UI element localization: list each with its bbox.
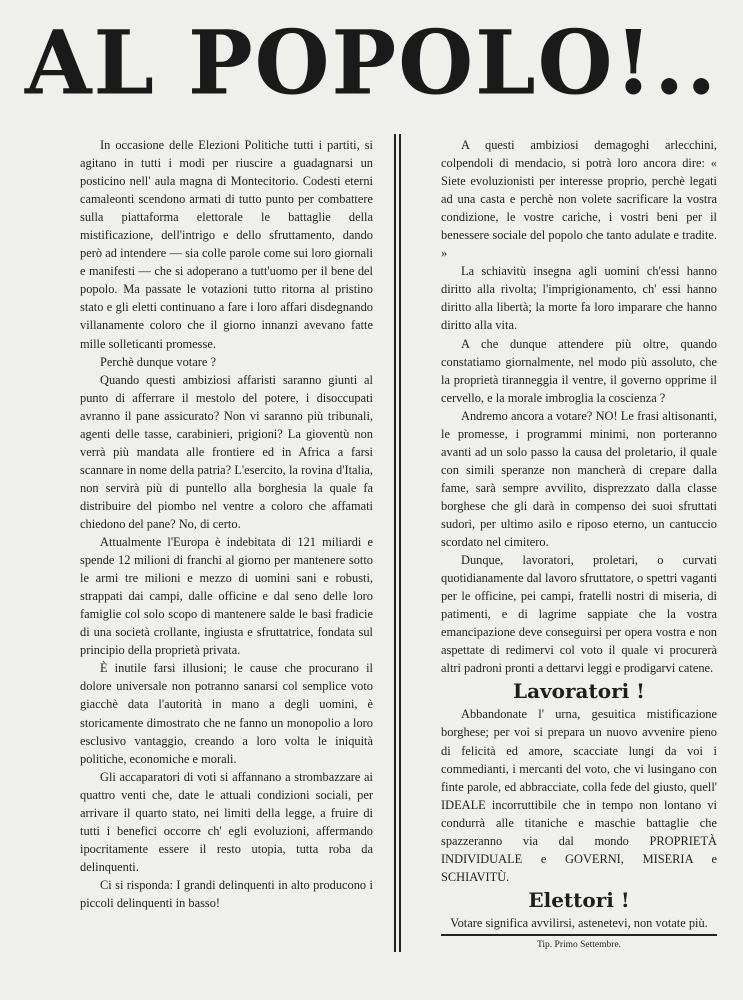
paragraph: È inutile farsi illusioni; le cause che procurano il dolore universale non potranno sanarsi col semplice voto giacchè data l'autorità in mano a degli uomini, è storicamente dimostrato che ne fanno un monopolio a loro esclusivo vantaggio, creando a loro volta le iniquità politiche, economiche e morali. (80, 661, 373, 766)
paragraph: A questi ambiziosi demagoghi arlecchini, colpendoli di mendacio, si potrà loro ancora dire: « Siete evoluzionisti per interesse proprio, perchè legati ad una casta e perchè non volete sacrificare la vostra condizione, le vostre cariche, i vostri beni per il benessere sociale del popolo che tanto adulate e tradite. » (441, 138, 717, 261)
paragraph: Abbandonate l' urna, gesuitica mistificazione borghese; per voi si prepara un nuovo avvenire pieno di felicità ed amore, scacciate lungi da voi i commedianti, i mercanti del voto, che vi lusingano con finte parole, ed abbracciate, colla fede del giusto, quell' IDEALE incorruttibile che in tempo non lontano vi condurrà alle titaniche e maschie battaglie che spazzeranno via dal mondo PROPRIETÀ INDIVIDUALE e GOVERNI, MISERIA e SCHIAVITÙ. (441, 707, 717, 884)
left-column (80, 136, 373, 912)
paragraph: In occasione delle Elezioni Politiche tutti i partiti, si agitano in tutti i modi per riuscire a guadagnarsi un posticino nell' aula magna di Montecitorio. Codesti eterni camaleonti scendono armati di tutto punto per combattere sulla piattaforma elettorale le battaglie della mistificazione, dell'intrigo e dello sfruttamento, dando però ad intendere — sia colle parole come sui loro giornali e manifesti — che si adoperano a tutt'uomo per il bene del popolo. Ma passate le votazioni tutto ritorna al pristino stato e gli eletti continuano a fare i loro affari disdegnando villanamente coloro che il giorno innanzi avevano fatte mille solleticanti promesse. (80, 138, 373, 351)
right-column (441, 136, 717, 954)
closing-slogan: Votare significa avvilirsi, astenetevi, non votate più. (441, 914, 717, 936)
paragraph: La schiavitù insegna agli uomini ch'essi hanno diritto alla rivolta; l'imprigionamento, ch' essi hanno diritto alla libertà; la morte fa loro imparare che hanno diritto alla vita. (441, 264, 717, 333)
paragraph: Andremo ancora a votare? NO! Le frasi altisonanti, le promesse, i programmi minimi, non porteranno avanti ad un solo passo la causa del proletario, il quale con simili speranze non mancherà di crepare dalla fame, sarà sempre avvilito, disprezzato dalla classe borghese che gli darà in compenso dei suoi sfruttati sudori, per ultimo asilo e riposo eterno, un cantuccio scordato nel cimitero. (441, 408, 717, 550)
printer-credit: Tip. Primo Settembre. (536, 939, 622, 950)
paragraph: Dunque, lavoratori, proletari, o curvati quotidianamente dal lavoro sfruttatore, o spettri vaganti per le officine, pei campi, fratelli nostri di miseria, di patimenti, e di lagrime sappiate che la vostra emancipazione deve conseguirsi per opera vostra e non aspettate di redimervi col voto il quale vi procurerà altri padroni pronti a dettarvi leggi e prodigarvi catene. (441, 553, 717, 676)
paragraph: A che dunque attendere più oltre, quando constatiamo giornalmente, nel modo più assoluto, che la proprietà tiranneggia il ventre, il governo opprime il cervello, e la morale imbroglia la coscienza ? (441, 336, 717, 405)
paragraph: Ci si risponda: I grandi delinquenti in alto producono i piccoli delinquenti in basso! (80, 877, 373, 910)
page-title: AL POPOLO!.. (24, 11, 719, 116)
column-divider (393, 134, 403, 952)
paragraph: Quando questi ambiziosi affaristi saranno giunti al punto di afferrare il mestolo del potere, i disoccupati avranno il pane assicurato? Non vi saranno più tribunali, agenti delle tasse, carabinieri, prigioni? La gioventù non verrà più mandata alle frontiere ed in Africa a farsi scannare in nome della patria? L'esercito, la rovina d'Italia, non servirà più di puntello alla borghesia la quale fa distribuire del piombo nel ventre a coloro che affamati chiedono del pane? No, di certo. (80, 372, 373, 531)
paragraph: Gli accaparatori di voti si affannano a strombazzare ai quattro venti che, date le attuali condizioni sociali, per arrivare il quarto stato, nei limiti della legge, a fruire di tutti i benefici occorre ch' egli evoluzioni, affermando ipocritamente essere il resto utopia, tutta roba da delinquenti. (80, 769, 373, 874)
paragraph: Attualmente l'Europa è indebitata di 121 miliardi e spende 12 milioni di franchi al giorno per mantenere sotto le armi tre milioni e mezzo di uomini sani e robusti, strappati dai campi, dalle officine e dal seno delle loro famiglie col solo scopo di mantenere salde le basi fradicie di una società crollante, ingiusta e sfruttatrice, fondata sul principio della proprietà privata. (80, 535, 373, 658)
paragraph: Perchè dunque votare ? (100, 354, 216, 369)
section-heading-lavoratori: Lavoratori ! (513, 679, 645, 704)
section-heading-elettori: Elettori ! (528, 887, 630, 912)
